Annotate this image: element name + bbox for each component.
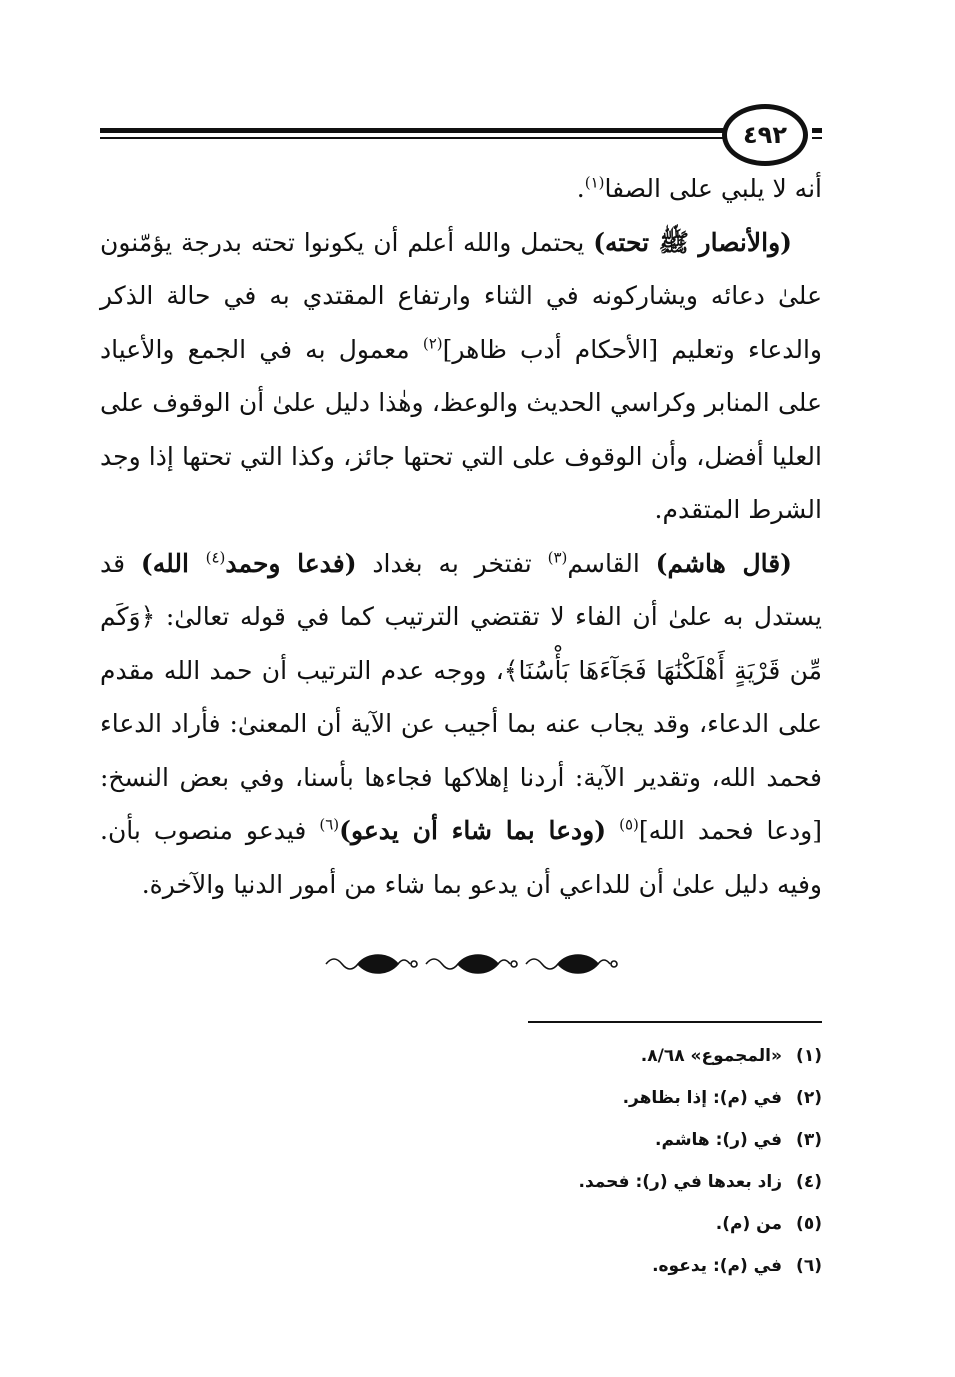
footnote-text: في (م): إذا بظاهر. [622,1088,782,1108]
footnote-ref: (٤) [205,548,226,567]
header-rule-right [812,128,822,133]
bold-lemma: (فدعا وحمد [225,548,357,578]
text-run: قد يستدل به علىٰ أن الفاء لا تقتضي الترتيب كما في قوله تعالىٰ: ﴿وَكَم مِّن قَرْيَةٍ أَهْلَكْنَٰهَا فَجَآءَهَا بَأْسُنَا﴾، ووجه عدم الترتيب أن حمد الله مقدم على الدعاء، وقد يجاب عنه بما أجيب عن الآية أن المعنىٰ: فأراد الدعاء فحمد الله، وتقدير الآية: أردنا إهلاكها فجاءها بأسنا، وفي بعض النسخ: [ودعا فحمد الله] [100,548,823,845]
header-rule [100,128,728,133]
footnote-item [400,1245,822,1287]
footnote-ref: (٦) [319,815,340,834]
footnote-text: في (م): يدعوه. [652,1256,782,1276]
footnote-text: في (ر): هاشم. [655,1130,782,1150]
footnote-number: (٥) [796,1214,822,1234]
footnote-ref: (١) [584,173,605,192]
footnote-item [400,1203,822,1245]
footnote-item [400,1077,822,1119]
bold-lemma: (ودعا بما شاء أن يدعو) [339,816,607,845]
text-run: تفتخر به بغداد [356,548,548,578]
page-number: ٤٩٢ [722,104,808,166]
footnote-ref: (٥) [619,815,639,834]
text-run: القاسم [567,548,656,578]
footnote-item [400,1119,822,1161]
footnote-number: (١) [796,1046,822,1066]
header-rule-right-thin [812,137,822,139]
footnote-number: (٦) [796,1256,822,1276]
paragraph [100,162,822,216]
footnote-number: (٤) [796,1172,822,1192]
footnote-text: «المجموع» ٨/٦٨. [640,1046,782,1066]
footnote-ref: (٢) [422,334,443,353]
page-header [0,100,955,170]
footnote-number: (٢) [796,1088,822,1108]
footnote-separator [528,1021,822,1023]
main-text [100,162,822,911]
footnote-text: من (م). [715,1214,782,1234]
text-run: فيدعو منصوب بأن. وفيه دليل علىٰ أن للداعي أن يدعو بما شاء من أمور الدنيا والآخرة. [100,816,822,899]
text-run: أنه لا يلبي على الصفا [604,174,822,203]
bold-lemma: الله) [140,548,206,578]
paragraph [100,216,822,537]
bold-lemma: (قال هاشم) [655,548,793,578]
text-run [606,816,619,845]
footnote-item [400,1161,822,1203]
paragraph [100,537,822,912]
footnote-item [400,1035,822,1077]
divider-ornament-icon [318,949,618,979]
text-run: معمول به في الجمع والأعياد على المنابر وكراسي الحديث والوعظ، وهٰذا دليل علىٰ أن الوقوف على العليا أفضل، وأن الوقوف على التي تحتها جائز، وكذا التي تحتها إذا وجد الشرط المتقدم. [100,334,822,524]
footnote-ref: (٣) [547,548,568,567]
header-rule-thin [100,137,728,139]
bold-lemma: (والأنصار ﷺ تحته) [593,227,792,257]
text-run: . [576,174,585,203]
footnote-text: زاد بعدها في (ر): فحمد. [578,1172,782,1192]
footnotes [400,1035,822,1287]
footnote-number: (٣) [796,1130,822,1150]
text-run: يحتمل والله أعلم أن يكونوا تحته بدرجة يؤمّنون علىٰ دعائه ويشاركونه في الثناء وارتفاع المقتدي به في حالة الذكر والدعاء وتعليم [الأحكام أدب ظاهر] [100,227,822,364]
